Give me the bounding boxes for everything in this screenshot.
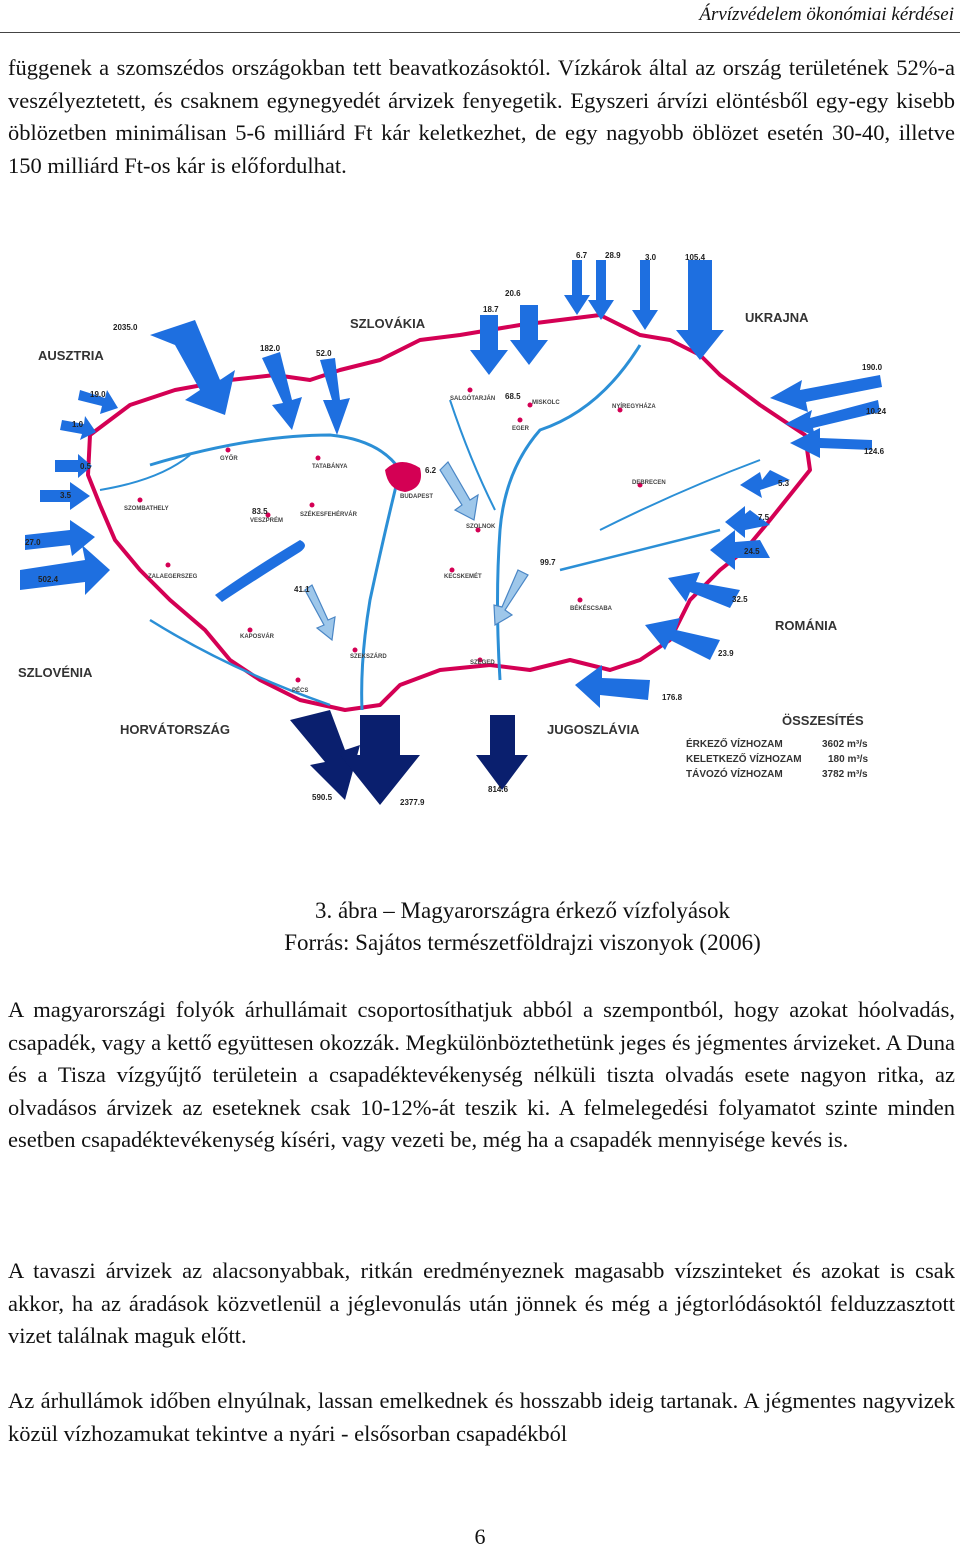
arrow-north-5 (632, 260, 658, 330)
city-kaposvar: KAPOSVÁR (240, 634, 275, 640)
summary-row-value: 180 m³/s (828, 754, 869, 765)
page-number: 6 (474, 1524, 486, 1549)
city-tatabanya: TATABÁNYA (312, 464, 348, 470)
budapest-area (385, 462, 421, 492)
city-debrecen: DEBRECEN (632, 480, 666, 486)
paragraph-1: függenek a szomszédos országokban tett beavatkozásoktól. Vízkárok által az ország területének 52%-a veszélyeztetett, és csaknem egynegyedét árvizek fenyegetik. Egyszeri árvízi elöntésből egy-egy kisebb öblözetben minimálisan 5-6 milliárd Ft kár keletkezhet, de egy nagyobb öblözet esetén 30-40, illetve 150 milliárd Ft-os kár is előfordulhat. (8, 55, 955, 178)
flow-label: 190.0 (862, 363, 883, 372)
city-pecs: PÉCS (292, 688, 309, 694)
city-nyiregyhaza: NYÍREGYHÁZA (612, 404, 656, 410)
summary-row-value: 3782 m³/s (822, 769, 868, 780)
arrow-north-4 (588, 260, 614, 320)
flow-label: 18.7 (483, 305, 499, 314)
flow-label: 99.7 (540, 558, 556, 567)
city-gyor: GYŐR (220, 456, 238, 462)
danube-river (150, 435, 400, 710)
arrow-romania-1 (668, 572, 740, 608)
country-croatia: HORVÁTORSZÁG (120, 722, 231, 737)
country-romania: ROMÁNIA (775, 618, 838, 633)
flow-label: 0.5 (80, 462, 92, 471)
city-zalaegerszeg: ZALAEGERSZEG (148, 574, 198, 580)
city-eger: EGER (512, 426, 530, 432)
internal-arrows (305, 462, 528, 640)
flow-label: 32.5 (732, 595, 748, 604)
city-salgotarjan: SALGÓTARJÁN (450, 396, 496, 402)
flow-label: 814.6 (488, 785, 509, 794)
flow-label: 590.5 (312, 793, 333, 802)
koros-river (560, 530, 720, 570)
hungary-water-inflow-map (0, 240, 960, 820)
summary-title: ÖSSZESÍTÉS (782, 713, 864, 728)
flow-label: 52.0 (316, 349, 332, 358)
paragraph-3: A tavaszi árvizek az alacsonyabbak, ritkán eredményeznek magasabb vízszinteket és azokat is csak akkor, ha az áradások közvetlenül a jéglevonulás után jönnek és még a jégtorlódásoktól felduzzasztott vizet találnak maguk előtt. (8, 1258, 955, 1349)
flow-label: 20.6 (505, 289, 521, 298)
arrow-int-1 (440, 462, 478, 520)
summary-row-value: 3602 m³/s (822, 739, 868, 750)
summary-row-label: KELETKEZŐ VÍZHOZAM (686, 754, 802, 765)
flow-label: 7.5 (758, 513, 770, 522)
arrow-out-2 (340, 715, 420, 805)
arrow-romania-2 (645, 618, 720, 660)
country-austria: AUSZTRIA (38, 348, 104, 363)
page-header (0, 0, 960, 33)
arrow-west-1 (20, 545, 110, 595)
city-szekszard: SZEKSZÁRD (350, 654, 387, 660)
flow-label: 41.1 (294, 585, 310, 594)
lake-balaton (215, 540, 305, 602)
running-title: Árvízvédelem ökonómiai kérdései (699, 4, 954, 25)
arrow-north-2 (510, 305, 548, 365)
flow-label: 83.5 (252, 507, 268, 516)
country-slovakia: SZLOVÁKIA (350, 316, 426, 331)
city-budapest: BUDAPEST (400, 494, 434, 500)
paragraph-4: Az árhullámok időben elnyúlnak, lassan emelkednek és hosszabb ideig tartanak. A jégmentes nagyvizek közül vízhozamukat tekintve a nyári - elsősorban csapadékból (8, 1388, 955, 1446)
flow-label: 3.5 (60, 491, 72, 500)
flow-label: 3.0 (645, 253, 657, 262)
city-szolnok: SZOLNOK (466, 524, 496, 530)
flow-label: 6.2 (425, 466, 437, 475)
flow-label: 6.7 (576, 251, 588, 260)
flow-label: 27.0 (25, 538, 41, 547)
flow-label: 5.3 (778, 479, 790, 488)
summary-legend (686, 713, 868, 780)
arrow-out-3 (476, 715, 528, 790)
figure-caption: 3. ábra – Magyarországra érkező vízfolyások (314, 898, 731, 923)
arrow-romania-3 (575, 665, 650, 708)
flow-label: 105.4 (685, 253, 706, 262)
city-szombathely: SZOMBATHELY (124, 506, 169, 512)
arrow-slovakia-1 (262, 352, 302, 430)
country-slovenia: SZLOVÉNIA (18, 665, 93, 680)
flow-label: 182.0 (260, 344, 281, 353)
figure-source: Forrás: Sajátos természetföldrajzi viszonyok (2006) (284, 930, 761, 955)
flow-label: 1.0 (72, 420, 84, 429)
flow-label: 2377.9 (400, 798, 425, 807)
arrow-north-1 (470, 315, 508, 375)
flow-label: 124.6 (864, 447, 885, 456)
flow-label: 24.5 (744, 547, 760, 556)
city-kecskemet: KECSKEMÉT (444, 574, 482, 580)
city-szeged: SZEGED (470, 660, 495, 666)
flow-label: 19.0 (90, 390, 106, 399)
flow-label: 23.9 (718, 649, 734, 658)
arrow-austria (150, 320, 235, 415)
flow-label: 28.9 (605, 251, 621, 260)
paragraph-2: A magyarországi folyók árhullámait csoportosíthatjuk abból a szempontból, hogy azokat hóolvadás, csapadék, vagy a kettő együttesen okozzák. Megkülönböztethetünk jeges és jégmentes árvizeket. A Duna és a Tisza vízgyűjtő területein a csapadéktevékenység nélküli tiszta olvadás esete nagyon ritka, az olvadásos árvizek az eseteknek csak 10-12%-át teszik ki. A felmelegedési folyamatot szinte minden esetben csapadéktevékenység kíséri, vagy vezeti be, még ha a csapadék mennyisége kevés is. (8, 997, 955, 1153)
city-miskolc: MISKOLC (532, 400, 560, 406)
city-szekesfehervar: SZÉKESFEHÉRVÁR (300, 512, 357, 518)
summary-row-label: ÉRKEZŐ VÍZHOZAM (686, 739, 783, 750)
city-bekescsaba: BÉKÉSCSABA (570, 606, 613, 612)
country-ukraine: UKRAJNA (745, 310, 809, 325)
flow-label: 502.4 (38, 575, 59, 584)
summary-row-label: TÁVOZÓ VÍZHOZAM (686, 769, 783, 780)
raba-river (100, 455, 190, 490)
arrow-north-3 (564, 260, 590, 315)
flow-label: 68.5 (505, 392, 521, 401)
flow-label: 10.24 (866, 407, 887, 416)
flow-label: 2035.0 (113, 323, 138, 332)
city-veszprem: VESZPRÉM (250, 518, 284, 524)
arrow-east-6 (710, 530, 770, 570)
country-yugoslavia: JUGOSZLÁVIA (547, 722, 640, 737)
flow-label: 176.8 (662, 693, 683, 702)
